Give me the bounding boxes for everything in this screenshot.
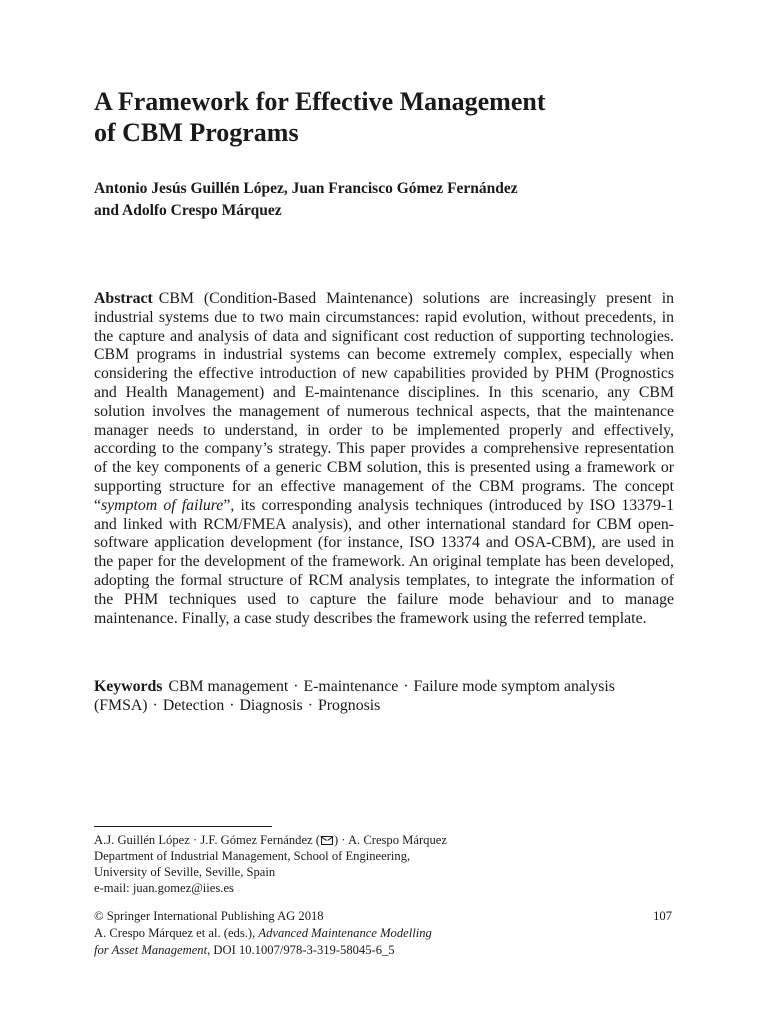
abstract-label: Abstract <box>94 290 153 307</box>
affiliation-university: University of Seville, Seville, Spain <box>94 865 276 879</box>
keyword: CBM management <box>168 678 289 695</box>
authors-line-2: and Adolfo Crespo Márquez <box>94 202 282 219</box>
envelope-icon <box>321 836 333 845</box>
title-line-1: A Framework for Effective Management <box>94 87 546 116</box>
doi-text: , DOI 10.1007/978-3-319-58045-6_5 <box>207 943 395 957</box>
book-doi-line <box>94 942 674 959</box>
keywords-paragraph <box>94 678 674 716</box>
affiliation-block <box>94 832 674 896</box>
keyword-separator: · <box>229 696 235 714</box>
keyword-separator: · <box>307 696 313 714</box>
footnote-divider <box>94 826 272 827</box>
affiliation-department: Department of Industrial Management, School of Engineering, <box>94 849 411 863</box>
keyword: Diagnosis <box>239 696 303 714</box>
affiliation-authors <box>94 832 674 848</box>
affiliation-authors-prefix: A.J. Guillén López · J.F. Gómez Fernández ( <box>94 833 320 847</box>
keyword-separator: · <box>152 696 158 714</box>
editors-text: A. Crespo Márquez et al. (eds.), <box>94 926 259 940</box>
keyword: Detection <box>162 696 225 714</box>
keywords-label: Keywords <box>94 678 163 695</box>
abstract-text-1: CBM (Condition-Based Maintenance) solutions are increasingly present in industrial systems due to two main circumstances: rapid evolution, without precedents, in the capture and analysis of data and significant cost reduction of supporting technologies. CBM programs in industrial systems can become extremely complex, especially when considering the effective introduction of new capabilities provided by PHM (Prognostics and Health Management) and E-maintenance disciplines. In this scenario, any CBM solution involves the management of numerous technical aspects, that the maintenance manager needs to understand, in order to be implemented properly and effectively, according to the company’s strategy. This paper provides a comprehensive representation of the key components of a generic CBM solution, this is presented using a framework or supporting structure for an effective management of the CBM programs. The concept “ <box>94 290 674 514</box>
keyword: E-maintenance <box>303 678 399 695</box>
book-title-part-1: Advanced Maintenance Modelling <box>258 926 432 940</box>
keyword-separator: · <box>403 678 409 695</box>
abstract-paragraph <box>94 290 674 628</box>
authors-line-1: Antonio Jesús Guillén López, Juan Francisco Gómez Fernández <box>94 180 518 197</box>
copyright-line: © Springer International Publishing AG 2018 <box>94 909 324 923</box>
keyword: Prognosis <box>317 696 381 714</box>
abstract-text-2: ”, its corresponding analysis techniques (introduced by ISO 13379-1 and linked with RCM/FMEA analysis), and other international standard for CBM open-software application development (for instance, ISO 13374 and OSA-CBM), are used in the paper for the development of the framework. An original template has been developed, adopting the formal structure of RCM analysis templates, to integrate the information of the PHM techniques used to capture the failure mode behaviour and to manage maintenance. Finally, a case study describes the framework using the referred template. <box>94 496 675 627</box>
keyword: Failure mode symptom analysis (FMSA) <box>94 678 615 714</box>
abstract-italic-term: symptom of failure <box>101 496 224 514</box>
author-list <box>94 178 694 222</box>
page-number: 107 <box>653 909 672 923</box>
publication-footer <box>94 908 674 959</box>
book-title-part-2: for Asset Management <box>94 943 208 957</box>
editors-line <box>94 925 674 942</box>
affiliation-email: e-mail: juan.gomez@iies.es <box>94 881 234 895</box>
keyword-separator: · <box>293 678 299 695</box>
title-line-2: of CBM Programs <box>94 118 299 147</box>
paper-title <box>94 86 694 148</box>
affiliation-authors-suffix: ) · A. Crespo Márquez <box>333 833 447 847</box>
